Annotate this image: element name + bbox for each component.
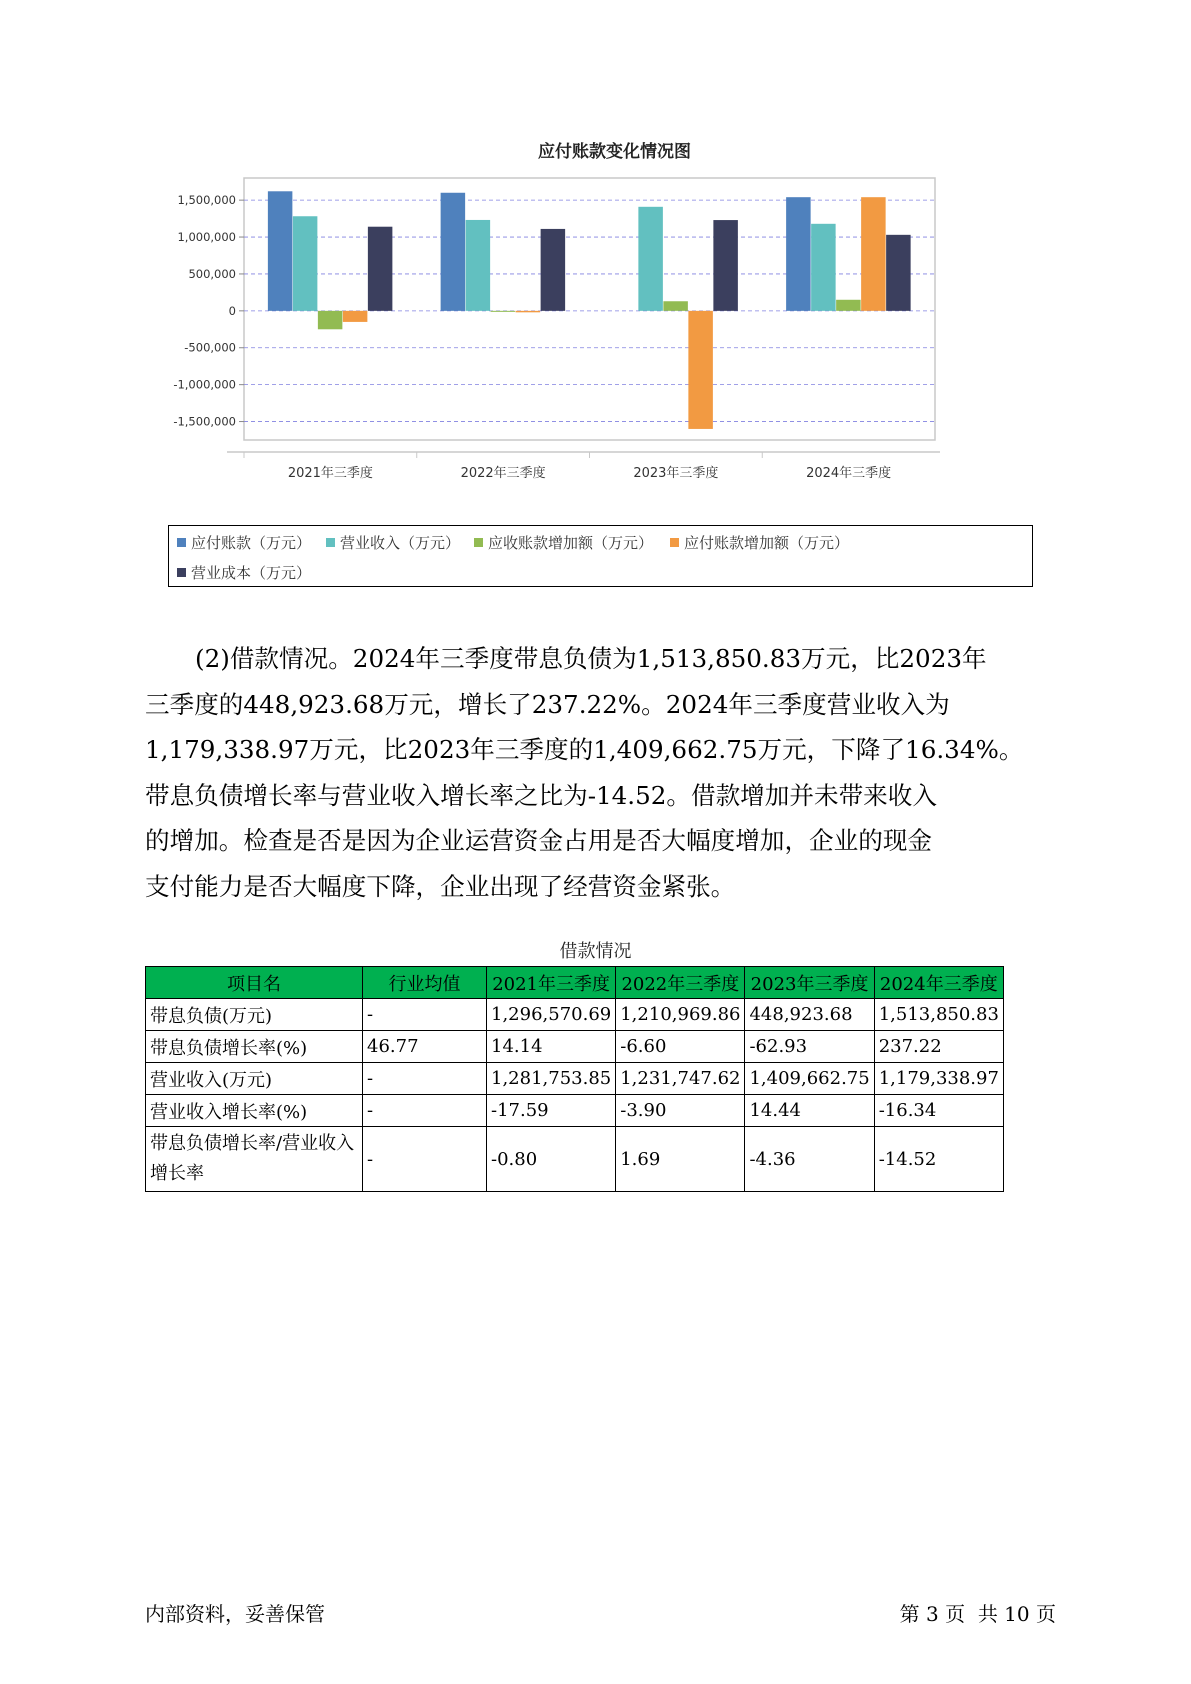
- page-number: 第 3 页 共 10 页: [899, 1602, 1056, 1626]
- paragraph-line: 三季度的448,923.68万元，增长了237.22%。2024年三季度营业收入为: [145, 689, 950, 719]
- bar: [638, 207, 663, 311]
- table-cell: 营业收入增长率(%): [146, 1095, 363, 1127]
- table-cell: -14.52: [874, 1127, 1003, 1192]
- bar: [343, 311, 368, 322]
- table-cell: -: [363, 999, 487, 1031]
- table-header-cell: 项目名: [146, 967, 363, 999]
- table-cell: 1.69: [616, 1127, 745, 1192]
- legend-swatch: [177, 538, 186, 547]
- chart-title: 应付账款变化情况图: [538, 142, 691, 162]
- loan-paragraph: [145, 636, 1070, 909]
- bar: [886, 235, 911, 311]
- legend-label: 应付账款增加额（万元）: [684, 534, 850, 552]
- bar: [836, 300, 861, 311]
- paragraph-line: 带息负债增长率与营业收入增长率之比为-14.52。借款增加并未带来收入: [145, 780, 937, 810]
- table-cell: -6.60: [616, 1031, 745, 1063]
- table-row: [146, 1031, 1004, 1063]
- legend-swatch: [177, 568, 186, 577]
- table-cell: -0.80: [487, 1127, 616, 1192]
- table-cell: -16.34: [874, 1095, 1003, 1127]
- x-tick-label: 2021年三季度: [287, 466, 373, 481]
- x-tick-label: 2022年三季度: [460, 466, 546, 481]
- table-cell: 1,513,850.83: [874, 999, 1003, 1031]
- table-cell: 1,231,747.62: [616, 1063, 745, 1095]
- table-cell: -17.59: [487, 1095, 616, 1127]
- table-cell: 1,409,662.75: [745, 1063, 874, 1095]
- bar: [441, 193, 466, 311]
- table-header-cell: 行业均值: [363, 967, 487, 999]
- paragraph-line: 支付能力是否大幅度下降，企业出现了经营资金紧张。: [145, 871, 736, 901]
- y-tick-label: 0: [228, 303, 236, 318]
- x-tick-label: 2024年三季度: [806, 466, 892, 481]
- table-row: [146, 1063, 1004, 1095]
- table-cell: 带息负债增长率(%): [146, 1031, 363, 1063]
- y-tick-label: 1,500,000: [177, 193, 236, 208]
- legend-item: [177, 562, 311, 583]
- table-header-cell: 2023年三季度: [745, 967, 874, 999]
- bar: [318, 311, 343, 329]
- paragraph-line: 的增加。检查是否是因为企业运营资金占用是否大幅度增加，企业的现金: [145, 826, 933, 855]
- table-cell: 448,923.68: [745, 999, 874, 1031]
- legend-label: 应付账款（万元）: [191, 534, 312, 552]
- table-row: [146, 1095, 1004, 1127]
- y-tick-label: 1,000,000: [177, 230, 236, 245]
- table-cell: 237.22: [874, 1031, 1003, 1063]
- table-cell: -: [363, 1095, 487, 1127]
- table-header-row: [146, 967, 1004, 999]
- bar: [786, 197, 811, 311]
- bar: [688, 311, 713, 429]
- table-header-cell: 2021年三季度: [487, 967, 616, 999]
- table-title: 借款情况: [559, 941, 632, 962]
- table-header-cell: 2022年三季度: [616, 967, 745, 999]
- bar-chart: [150, 135, 1030, 525]
- bar: [663, 301, 688, 311]
- loan-table: [145, 966, 1004, 1192]
- chart-container: [150, 135, 1030, 590]
- bar: [491, 311, 516, 312]
- table-cell: -4.36: [745, 1127, 874, 1192]
- table-cell: 14.14: [487, 1031, 616, 1063]
- legend-swatch: [474, 538, 483, 547]
- table-cell: 带息负债增长率/营业收入增长率: [146, 1127, 363, 1192]
- paragraph-line: (2)借款情况。2024年三季度带息负债为1,513,850.83万元，比2023年: [195, 644, 987, 673]
- bar: [293, 216, 318, 311]
- table-cell: 1,296,570.69: [487, 999, 616, 1031]
- y-tick-label: -1,000,000: [173, 377, 236, 392]
- y-tick-label: -1,500,000: [173, 414, 236, 429]
- table-header-cell: 2024年三季度: [874, 967, 1003, 999]
- legend-swatch: [326, 538, 335, 547]
- y-tick-label: 500,000: [188, 266, 236, 281]
- chart-legend: [168, 525, 1033, 587]
- legend-label: 营业收入（万元）: [340, 534, 461, 552]
- table-cell: -: [363, 1063, 487, 1095]
- x-tick-label: 2023年三季度: [633, 466, 719, 481]
- legend-label: 应收账款增加额（万元）: [488, 534, 654, 552]
- bar: [516, 311, 541, 312]
- legend-item: [474, 532, 653, 553]
- table-row: [146, 1127, 1004, 1192]
- bar: [861, 197, 886, 311]
- bar: [368, 227, 393, 311]
- table-cell: -62.93: [745, 1031, 874, 1063]
- table-cell: -3.90: [616, 1095, 745, 1127]
- table-cell: 1,281,753.85: [487, 1063, 616, 1095]
- bar: [811, 224, 836, 311]
- table-cell: 14.44: [745, 1095, 874, 1127]
- table-cell: 46.77: [363, 1031, 487, 1063]
- paragraph-line: 1,179,338.97万元，比2023年三季度的1,409,662.75万元，下降了16.34%。: [145, 735, 1024, 764]
- table-cell: 1,210,969.86: [616, 999, 745, 1031]
- bar: [268, 191, 293, 311]
- legend-item: [326, 532, 460, 553]
- bar: [713, 220, 738, 311]
- footer-note: 内部资料，妥善保管: [145, 1602, 325, 1626]
- legend-item: [177, 532, 311, 553]
- legend-label: 营业成本（万元）: [191, 564, 312, 582]
- table-cell: 营业收入(万元): [146, 1063, 363, 1095]
- bar: [541, 229, 566, 311]
- table-cell: 1,179,338.97: [874, 1063, 1003, 1095]
- bar: [466, 220, 491, 311]
- y-tick-label: -500,000: [184, 340, 236, 355]
- table-cell: -: [363, 1127, 487, 1192]
- legend-swatch: [670, 538, 679, 547]
- table-row: [146, 999, 1004, 1031]
- table-cell: 带息负债(万元): [146, 999, 363, 1031]
- legend-item: [670, 532, 849, 553]
